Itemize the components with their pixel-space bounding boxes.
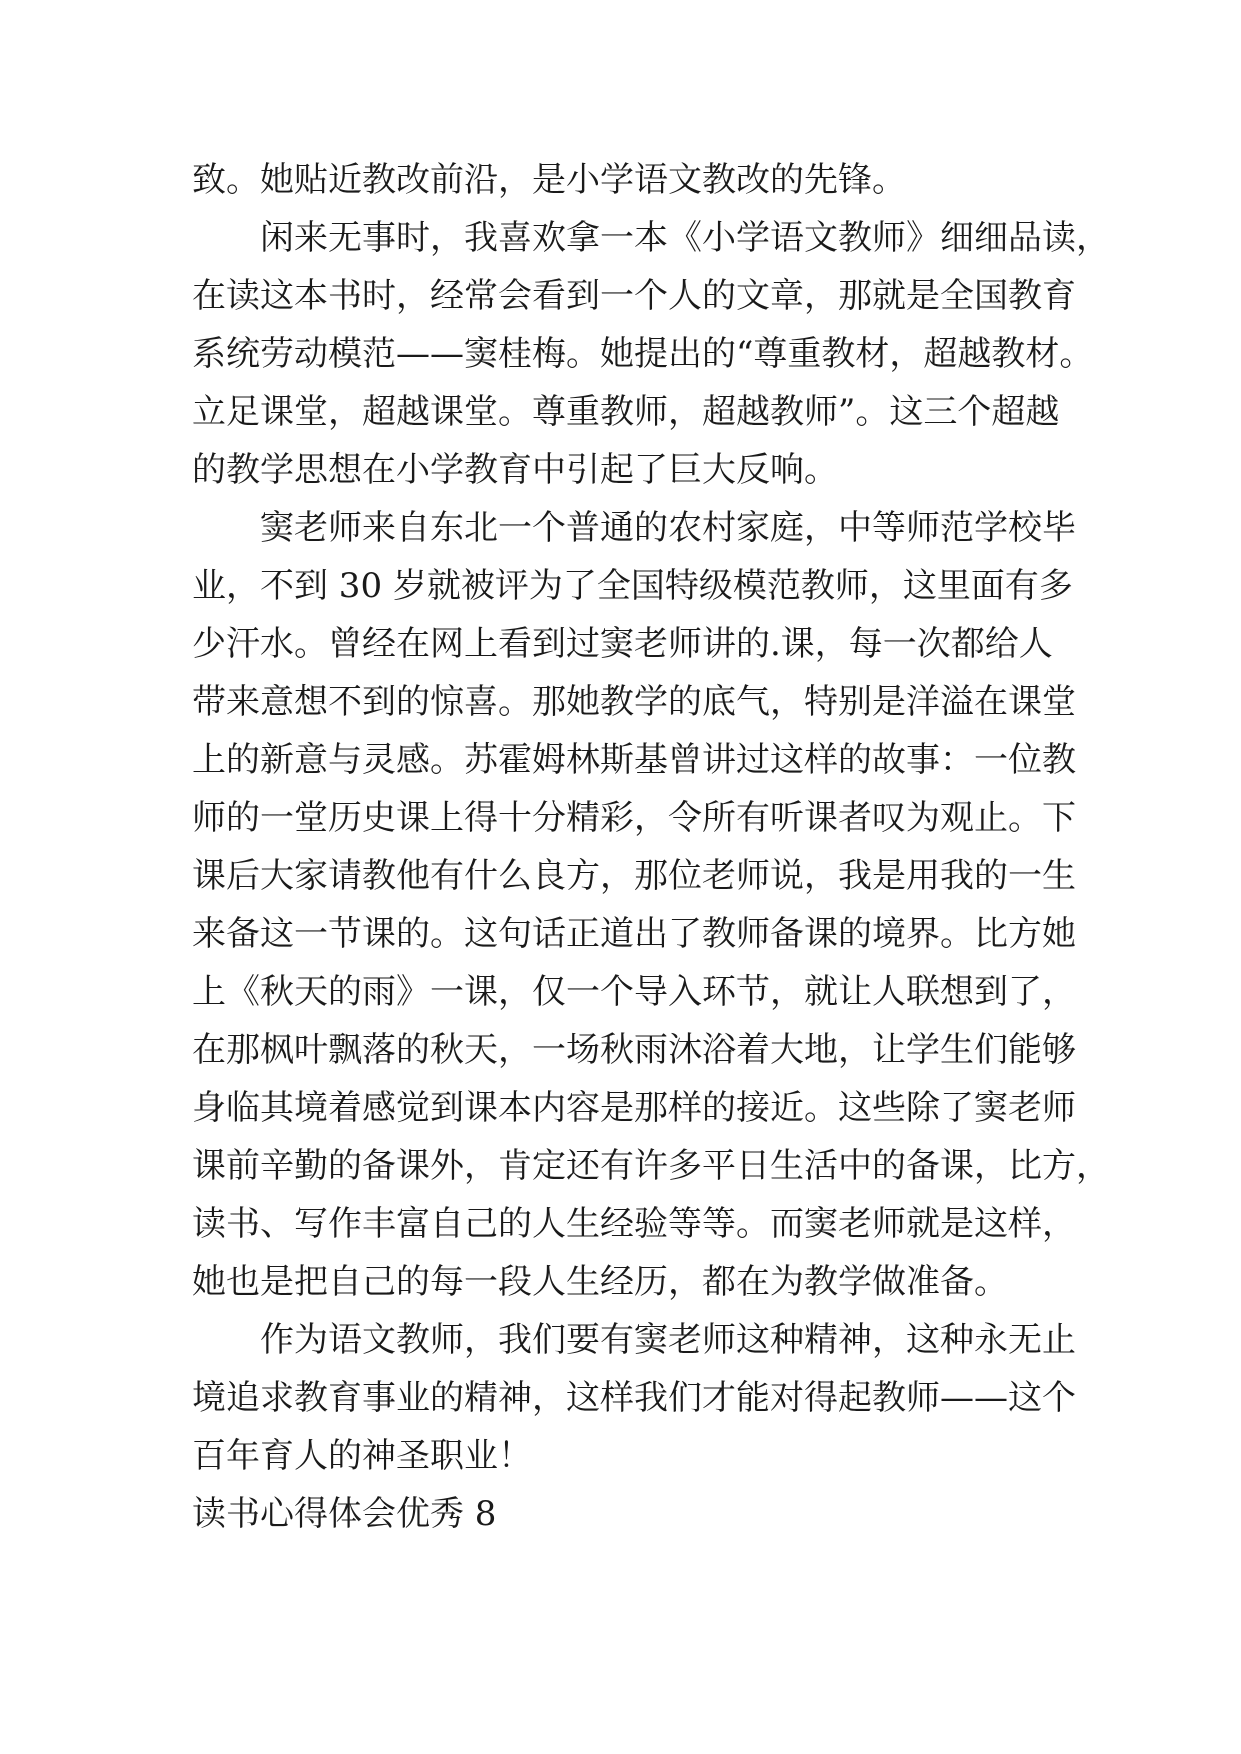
paragraph-line: 她也是把自己的每一段人生经历，都在为教学做准备。	[192, 1262, 1008, 1302]
paragraph-line: 上的新意与灵感。苏霍姆林斯基曾讲过这样的故事：一位教	[192, 740, 1076, 780]
paragraph-line: 百年育人的神圣职业！	[192, 1436, 532, 1476]
paragraph-line: 境追求教育事业的精神，这样我们才能对得起教师——这个	[192, 1378, 1076, 1418]
paragraph-line: 在那枫叶飘落的秋天，一场秋雨沐浴着大地，让学生们能够	[192, 1030, 1076, 1070]
paragraph-line: 作为语文教师，我们要有窦老师这种精神，这种永无止	[260, 1320, 1076, 1360]
paragraph-line: 业，不到 30 岁就被评为了全国特级模范教师，这里面有多	[192, 566, 1073, 606]
paragraph-line: 在读这本书时，经常会看到一个人的文章，那就是全国教育	[192, 276, 1076, 316]
paragraph-line: 少汗水。曾经在网上看到过窦老师讲的.课，每一次都给人	[192, 624, 1053, 664]
paragraph-line: 闲来无事时，我喜欢拿一本《小学语文教师》细细品读，	[260, 218, 1110, 258]
section-heading: 读书心得体会优秀 8	[192, 1494, 497, 1534]
paragraph-line: 上《秋天的雨》一课，仅一个导入环节，就让人联想到了，	[192, 972, 1076, 1012]
paragraph-line: 系统劳动模范——窦桂梅。她提出的“尊重教材，超越教材。	[192, 334, 1094, 374]
paragraph-line: 课前辛勤的备课外，肯定还有许多平日生活中的备课，比方，	[192, 1146, 1110, 1186]
paragraph-line: 立足课堂，超越课堂。尊重教师，超越教师”。这三个超越	[192, 392, 1060, 432]
paragraph-line: 师的一堂历史课上得十分精彩，令所有听课者叹为观止。下	[192, 798, 1076, 838]
paragraph-line: 读书、写作丰富自己的人生经验等等。而窦老师就是这样，	[192, 1204, 1076, 1244]
paragraph-line: 课后大家请教他有什么良方，那位老师说，我是用我的一生	[192, 856, 1076, 896]
paragraph-line: 的教学思想在小学教育中引起了巨大反响。	[192, 450, 838, 490]
paragraph-line: 致。她贴近教改前沿，是小学语文教改的先锋。	[192, 160, 906, 200]
paragraph-line: 窦老师来自东北一个普通的农村家庭，中等师范学校毕	[260, 508, 1076, 548]
paragraph-line: 带来意想不到的惊喜。那她教学的底气，特别是洋溢在课堂	[192, 682, 1076, 722]
paragraph-line: 身临其境着感觉到课本内容是那样的接近。这些除了窦老师	[192, 1088, 1076, 1128]
paragraph-line: 来备这一节课的。这句话正道出了教师备课的境界。比方她	[192, 914, 1076, 954]
